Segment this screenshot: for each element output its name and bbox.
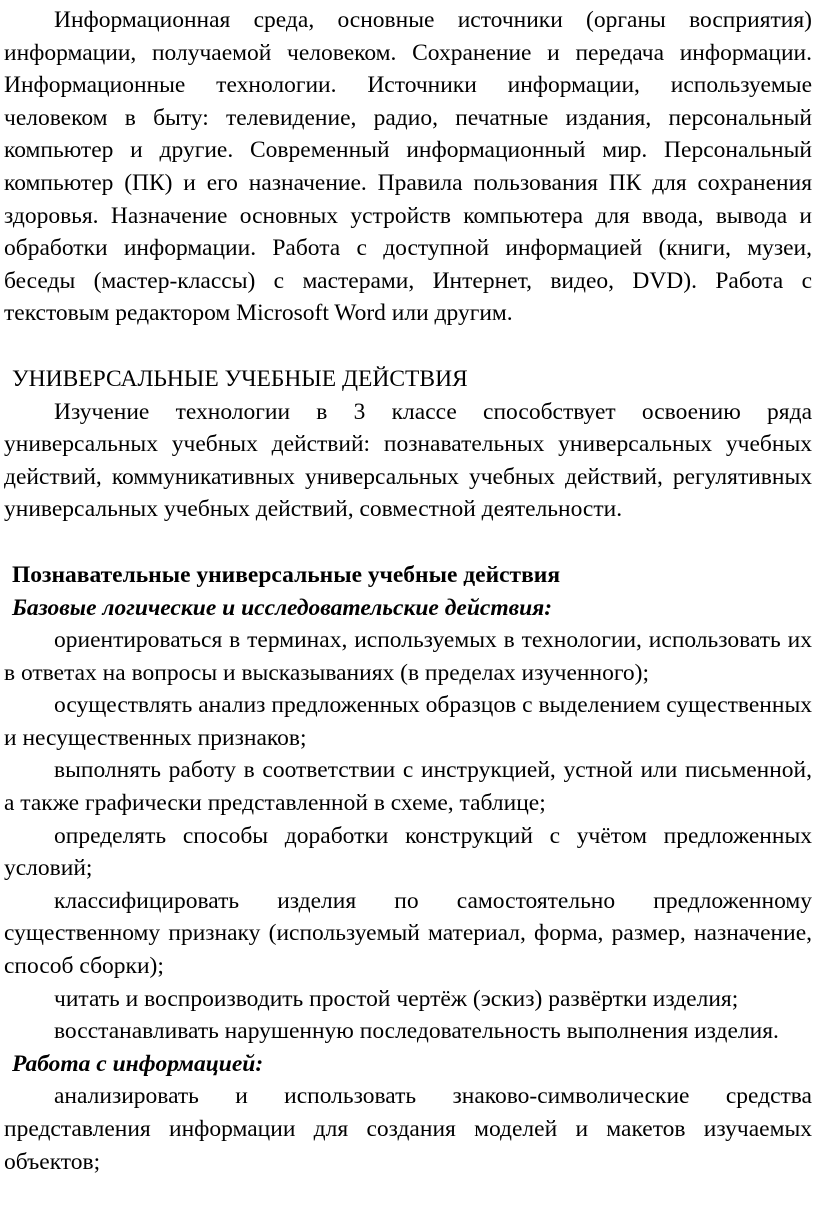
intro-paragraph: Информационная среда, основные источники (органы восприятия) информации, получаемой человеком. Сохранение и передача информации. Информационные технологии. Источники информации, используемые человеком в быту: телевидение, радио, печатные издания, персональный компьютер и другие. Современный информационный мир. Персональный компьютер (ПК) и его назначение. Правила пользования ПК для сохранения здоровья. Назначение основных устройств компьютера для ввода, вывода и обработки информации. Работа с доступной информацией (книги, музеи, беседы (мастер-классы) с мастерами, Интернет, видео, DVD). Работа с текстовым редактором Microsoft Word или другим.	[4, 7, 812, 327]
list-item: восстанавливать нарушенную последовательность выполнения изделия.	[54, 1018, 779, 1045]
list-item: ориентироваться в терминах, используемых в технологии, использовать их в ответах на вопросы и высказываниях (в пределах изученного);	[4, 627, 812, 686]
universal-actions-heading: УНИВЕРСАЛЬНЫЕ УЧЕБНЫЕ ДЕЙСТВИЯ	[12, 365, 468, 392]
list-item: определять способы доработки конструкций с учётом предложенных условий;	[4, 822, 812, 882]
list-item: выполнять работу в соответствии с инструкцией, устной или письменной, а также графически представленной в схеме, таблице;	[4, 757, 812, 817]
information-work-heading: Работа с информацией:	[12, 1050, 264, 1077]
universal-actions-paragraph: Изучение технологии в 3 классе способствует освоению ряда универсальных учебных действий: познавательных универсальных учебных действий, коммуникативных универсальных учебных действий, регулятивных универсальных учебных действий, совместной деятельности.	[4, 398, 812, 523]
spacer	[4, 526, 812, 559]
list-item: читать и воспроизводить простой чертёж (эскиз) развёртки изделия;	[54, 985, 739, 1012]
logical-actions-subheading: Базовые логические и исследовательские действия:	[12, 594, 553, 621]
spacer	[4, 330, 812, 363]
list-item: анализировать и использовать знаково-символические средства представления информации для создания моделей и макетов изучаемых объектов;	[4, 1083, 812, 1175]
list-item: осуществлять анализ предложенных образцов с выделением существенных и несущественных признаков;	[4, 692, 812, 751]
cognitive-actions-heading: Познавательные универсальные учебные действия	[12, 561, 561, 588]
list-item: классифицировать изделия по самостоятельно предложенному существенному признаку (используемый материал, форма, размер, назначение, способ сборки);	[4, 887, 812, 980]
